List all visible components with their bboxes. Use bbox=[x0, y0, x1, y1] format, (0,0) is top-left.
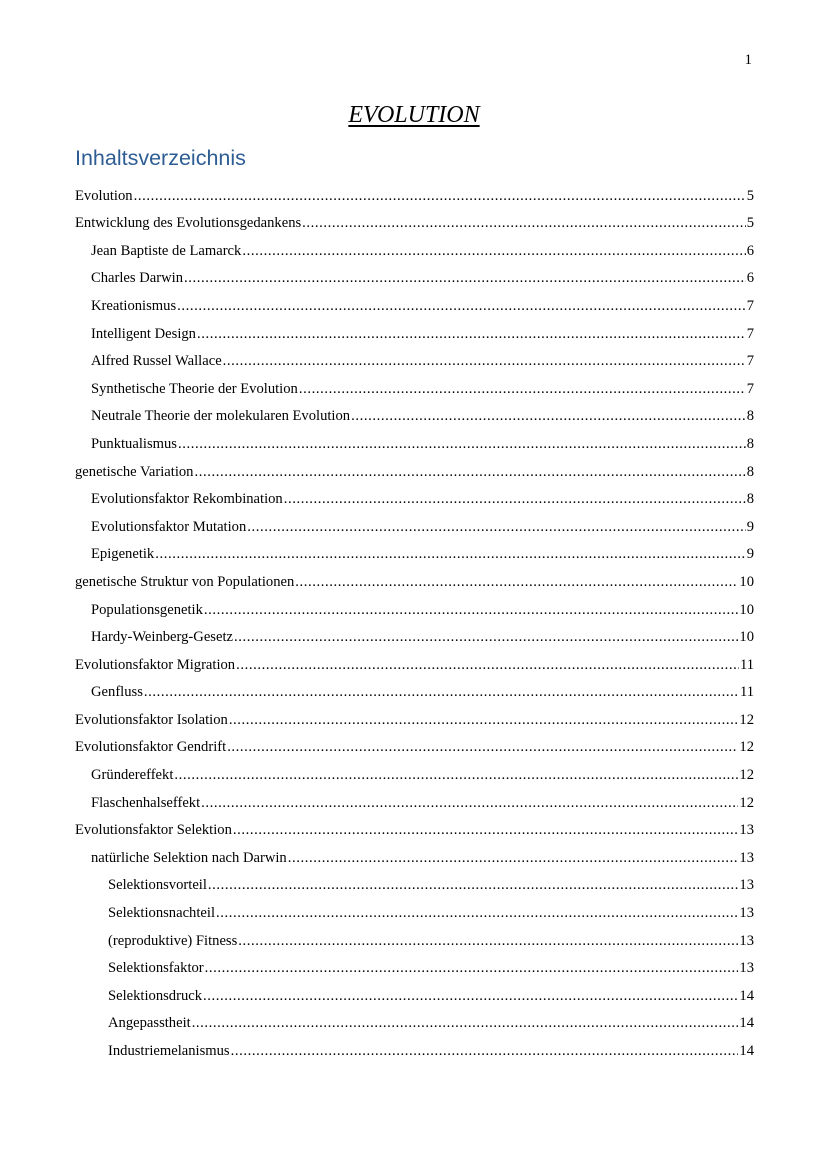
toc-entry-page: 13 bbox=[739, 905, 754, 922]
toc-entry[interactable] bbox=[75, 756, 754, 784]
toc-entry-page: 6 bbox=[746, 270, 754, 287]
toc-dot-leader bbox=[208, 877, 739, 894]
toc-dot-leader bbox=[236, 657, 739, 674]
toc-entry-title: Genfluss bbox=[91, 684, 143, 701]
toc-dot-leader bbox=[242, 243, 745, 260]
toc-entry-page: 13 bbox=[739, 960, 754, 977]
toc-entry[interactable] bbox=[75, 1032, 754, 1060]
toc-dot-leader bbox=[197, 326, 746, 343]
toc-entry[interactable] bbox=[75, 784, 754, 812]
toc-dot-leader bbox=[299, 381, 746, 398]
toc-dot-leader bbox=[223, 353, 746, 370]
toc-entry[interactable] bbox=[75, 177, 754, 205]
toc-entry[interactable] bbox=[75, 343, 754, 371]
toc-entry[interactable] bbox=[75, 674, 754, 702]
toc-dot-leader bbox=[201, 795, 738, 812]
toc-entry-page: 8 bbox=[746, 463, 754, 480]
toc-entry-page: 13 bbox=[739, 877, 754, 894]
toc-dot-leader bbox=[205, 960, 739, 977]
toc-entry-title: Kreationismus bbox=[91, 297, 177, 314]
toc-entry-page: 5 bbox=[746, 187, 754, 204]
toc-dot-leader bbox=[351, 408, 746, 425]
toc-entry-title: Selektionsnachteil bbox=[108, 905, 215, 922]
toc-dot-leader bbox=[234, 629, 738, 646]
toc-dot-leader bbox=[227, 739, 738, 756]
toc-entry-page: 7 bbox=[746, 353, 754, 370]
toc-dot-leader bbox=[203, 988, 738, 1005]
table-of-contents bbox=[75, 177, 754, 1060]
toc-entry-page: 9 bbox=[746, 518, 754, 535]
toc-entry-page: 6 bbox=[746, 242, 754, 259]
toc-entry[interactable] bbox=[75, 812, 754, 840]
toc-dot-leader bbox=[288, 850, 739, 867]
toc-dot-leader bbox=[174, 767, 738, 784]
toc-entry[interactable] bbox=[75, 839, 754, 867]
toc-entry-title: Selektionsdruck bbox=[108, 987, 203, 1004]
toc-entry-page: 11 bbox=[739, 656, 754, 673]
toc-entry-title: Evolutionsfaktor Rekombination bbox=[91, 491, 283, 508]
toc-entry[interactable] bbox=[75, 591, 754, 619]
toc-entry-title: Evolution bbox=[75, 187, 133, 204]
toc-entry[interactable] bbox=[75, 701, 754, 729]
toc-entry[interactable] bbox=[75, 646, 754, 674]
toc-entry-title: Industriemelanismus bbox=[108, 1043, 230, 1059]
toc-entry-page: 14 bbox=[739, 987, 754, 1004]
toc-entry[interactable] bbox=[75, 453, 754, 481]
toc-dot-leader bbox=[144, 684, 739, 701]
toc-entry-page: 12 bbox=[739, 711, 754, 728]
toc-entry-page: 13 bbox=[739, 822, 754, 839]
toc-dot-leader bbox=[184, 270, 746, 287]
toc-entry-title: Evolutionsfaktor Mutation bbox=[91, 518, 247, 535]
toc-entry[interactable] bbox=[75, 398, 754, 426]
toc-entry[interactable] bbox=[75, 315, 754, 343]
toc-entry-page: 13 bbox=[739, 849, 754, 866]
toc-entry-title: Evolutionsfaktor Migration bbox=[75, 656, 236, 673]
toc-entry-page: 13 bbox=[739, 932, 754, 949]
page-number: 1 bbox=[744, 52, 752, 68]
toc-entry-page: 10 bbox=[739, 629, 754, 646]
toc-entry-page: 9 bbox=[746, 546, 754, 563]
toc-entry-title: Evolutionsfaktor Gendrift bbox=[75, 739, 227, 756]
toc-entry-title: Jean Baptiste de Lamarck bbox=[91, 242, 242, 259]
toc-dot-leader bbox=[155, 546, 745, 563]
toc-entry-title: Gründereffekt bbox=[91, 767, 174, 784]
toc-entry-page: 11 bbox=[739, 684, 754, 701]
toc-dot-leader bbox=[192, 1015, 739, 1032]
toc-dot-leader bbox=[177, 298, 746, 315]
toc-entry-title: Angepasstheit bbox=[108, 1015, 191, 1032]
toc-entry[interactable] bbox=[75, 508, 754, 536]
toc-entry[interactable] bbox=[75, 370, 754, 398]
toc-dot-leader bbox=[178, 436, 746, 453]
toc-dot-leader bbox=[295, 574, 738, 591]
toc-entry[interactable] bbox=[75, 729, 754, 757]
toc-entry-page: 12 bbox=[739, 739, 754, 756]
toc-entry-title: Selektionsfaktor bbox=[108, 960, 204, 977]
toc-entry-page: 14 bbox=[739, 1015, 754, 1032]
toc-dot-leader bbox=[194, 464, 745, 481]
toc-entry-page: 5 bbox=[746, 215, 754, 232]
toc-entry-title: Epigenetik bbox=[91, 546, 155, 563]
toc-dot-leader bbox=[204, 602, 739, 619]
toc-dot-leader bbox=[302, 215, 746, 232]
toc-entry-page: 12 bbox=[739, 767, 754, 784]
toc-entry[interactable] bbox=[75, 977, 754, 1005]
toc-entry[interactable] bbox=[75, 1005, 754, 1033]
toc-dot-leader bbox=[284, 491, 746, 508]
toc-dot-leader bbox=[229, 712, 739, 729]
toc-entry-title: Selektionsvorteil bbox=[108, 877, 207, 894]
toc-entry-page: 10 bbox=[739, 573, 754, 590]
toc-entry[interactable] bbox=[75, 536, 754, 564]
toc-entry[interactable] bbox=[75, 481, 754, 509]
toc-entry[interactable] bbox=[75, 260, 754, 288]
toc-entry-title: Populationsgenetik bbox=[91, 601, 203, 618]
toc-entry[interactable] bbox=[75, 287, 754, 315]
toc-entry-title: Entwicklung des Evolutionsgedankens bbox=[75, 215, 302, 232]
toc-dot-leader bbox=[233, 822, 739, 839]
toc-dot-leader bbox=[216, 905, 738, 922]
document-title: EVOLUTION bbox=[348, 102, 480, 128]
toc-entry-page: 7 bbox=[746, 297, 754, 314]
toc-entry[interactable] bbox=[75, 205, 754, 233]
toc-entry-title: Alfred Russel Wallace bbox=[91, 353, 222, 370]
toc-dot-leader bbox=[231, 1043, 739, 1060]
toc-entry-title: genetische Struktur von Populationen bbox=[75, 573, 295, 590]
toc-entry-title: Hardy-Weinberg-Gesetz bbox=[91, 629, 233, 646]
toc-entry-page: 8 bbox=[746, 435, 754, 452]
toc-entry-title: Synthetische Theorie der Evolution bbox=[91, 380, 298, 397]
toc-entry-title: Evolutionsfaktor Selektion bbox=[75, 822, 232, 839]
toc-entry-page: 8 bbox=[746, 408, 754, 425]
toc-entry-page: 12 bbox=[739, 794, 754, 811]
toc-entry-title: Punktualismus bbox=[91, 435, 177, 452]
toc-entry-page: 10 bbox=[739, 601, 754, 618]
toc-entry-page: 7 bbox=[746, 325, 754, 342]
toc-entry[interactable] bbox=[75, 232, 754, 260]
toc-entry[interactable] bbox=[75, 425, 754, 453]
toc-entry-title: (reproduktive) Fitness bbox=[108, 932, 238, 949]
toc-entry[interactable] bbox=[75, 922, 754, 950]
toc-entry-page: 14 bbox=[739, 1043, 754, 1059]
toc-entry-title: Intelligent Design bbox=[91, 325, 196, 342]
toc-entry-page: 7 bbox=[746, 380, 754, 397]
toc-entry-title: Evolutionsfaktor Isolation bbox=[75, 711, 228, 728]
toc-heading: Inhaltsverzeichnis bbox=[75, 146, 246, 170]
toc-entry-title: Neutrale Theorie der molekularen Evolution bbox=[91, 408, 351, 425]
toc-entry-page: 8 bbox=[746, 491, 754, 508]
toc-dot-leader bbox=[238, 933, 738, 950]
toc-entry-title: Flaschenhalseffekt bbox=[91, 794, 201, 811]
toc-entry[interactable] bbox=[75, 619, 754, 647]
toc-entry-title: Charles Darwin bbox=[91, 270, 183, 287]
toc-entry[interactable] bbox=[75, 867, 754, 895]
toc-entry[interactable] bbox=[75, 563, 754, 591]
toc-entry-title: genetische Variation bbox=[75, 463, 194, 480]
toc-dot-leader bbox=[247, 519, 745, 536]
toc-entry[interactable] bbox=[75, 894, 754, 922]
toc-entry-title: natürliche Selektion nach Darwin bbox=[91, 849, 287, 866]
toc-entry[interactable] bbox=[75, 950, 754, 978]
toc-dot-leader bbox=[134, 188, 746, 205]
